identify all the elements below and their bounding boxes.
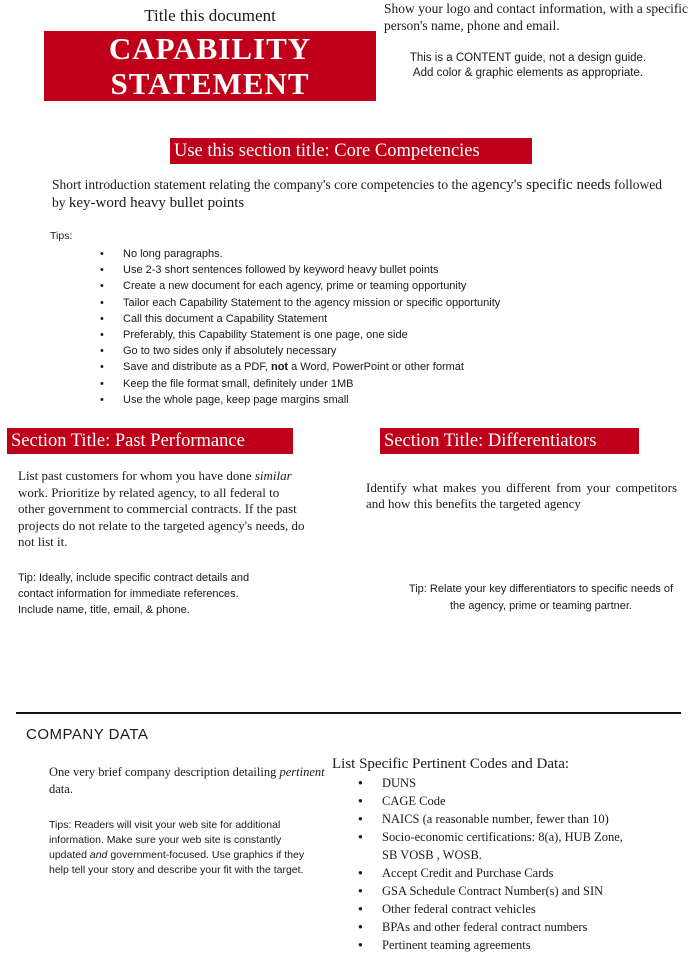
company-desc-pre: One very brief company description detailing <box>49 765 280 779</box>
past-body-pre: List past customers for whom you have done <box>18 468 255 483</box>
list-item: ● CAGE Code <box>358 792 623 810</box>
core-competencies-title: Use this section title: Core Competencies <box>170 138 532 164</box>
differentiators-tip: Tip: Relate your key differentiators to specific needs of the agency, prime or teaming partner. <box>408 583 674 612</box>
list-item: • Tailor each Capability Statement to the agency mission or specific opportunity <box>100 295 500 311</box>
past-performance-title: Section Title: Past Performance <box>7 428 293 454</box>
past-body-post: work. Prioritize by related agency, to all federal to other government to commercial contracts. If the past projects do not relate to the targeted agency's needs, do not list it. <box>18 484 305 549</box>
list-item: • Use 2-3 short sentences followed by keyword heavy bullet points <box>100 262 500 278</box>
past-performance-body <box>18 468 308 551</box>
save-tip-bold: not <box>270 361 289 374</box>
list-item: • Preferably, this Capability Statement is one page, one side <box>100 327 500 343</box>
differentiators-title: Section Title: Differentiators <box>380 428 639 454</box>
company-desc-post: data. <box>49 782 73 796</box>
intro-part-2: agency's specific needs <box>471 177 611 193</box>
content-note-line-2: Add color & graphic elements as appropriate. <box>412 67 644 79</box>
tips-label: Tips: <box>50 230 73 242</box>
past-performance-tip: Tip: Ideally, include specific contract details and contact information for immediate references. Include name, title, email, & phone. <box>18 572 250 616</box>
list-item: ● GSA Schedule Contract Number(s) and SIN <box>358 882 623 900</box>
list-item: • Keep the file format small, definitely under 1MB <box>100 376 500 392</box>
list-item: • Use the whole page, keep page margins small <box>100 392 500 408</box>
tips-list <box>100 246 500 408</box>
list-item: • Create a new document for each agency, prime or teaming opportunity <box>100 278 500 294</box>
section-divider <box>16 712 681 714</box>
banner-line-1: CAPABILITY <box>108 31 312 66</box>
socio-line-2: SB VOSB , WOSB. <box>382 848 482 862</box>
list-item <box>358 828 623 864</box>
content-note-line-1: This is a CONTENT guide, not a design guide. <box>409 52 647 64</box>
list-item: ● Pertinent teaming agreements <box>358 936 623 954</box>
intro-part-1: Short introduction statement relating the company's core competencies to the <box>52 177 472 192</box>
list-item: • Call this document a Capability Statement <box>100 311 500 327</box>
save-tip-pre: Save and distribute as a PDF, <box>123 361 271 374</box>
list-item: ● DUNS <box>358 774 623 792</box>
save-tip-post: a Word, PowerPoint or other format <box>288 361 464 374</box>
content-guide-note <box>388 51 668 81</box>
past-body-em: similar <box>254 468 292 483</box>
list-item: ● Accept Credit and Purchase Cards <box>358 864 623 882</box>
company-tips-em: and <box>89 849 108 861</box>
list-item: • No long paragraphs. <box>100 246 500 262</box>
company-desc-em: pertinent <box>279 765 325 779</box>
company-description <box>49 764 329 798</box>
list-item: • Go to two sides only if absolutely necessary <box>100 343 500 359</box>
logo-contact-note: Show your logo and contact information, with a specific person's name, phone and email. <box>384 1 689 33</box>
company-data-heading: COMPANY DATA <box>26 726 149 743</box>
socio-line-1: Socio-economic certifications: 8(a), HUB Zone, <box>382 830 623 844</box>
codes-heading: List Specific Pertinent Codes and Data: <box>332 756 570 772</box>
company-tips <box>49 818 319 878</box>
company-tips-post: government-focused. Use graphics if they help tell your story and describe your fit with the target. <box>49 849 305 876</box>
differentiators-body: Identify what makes you different from your competitors and how this benefits the targeted agency <box>366 480 677 511</box>
company-tips-pre: Tips: Readers will visit your web site for additional information. Make sure your web site is constantly updated <box>49 819 282 861</box>
banner-line-2: STATEMENT <box>110 66 310 101</box>
codes-list <box>358 774 623 954</box>
list-item: ● Other federal contract vehicles <box>358 900 623 918</box>
core-intro-statement <box>52 176 662 212</box>
list-item <box>100 359 500 375</box>
capability-statement-banner <box>44 31 376 101</box>
doc-title-prompt: Title this document <box>144 6 276 25</box>
intro-part-4: key-word heavy bullet points <box>68 195 245 211</box>
list-item: ● NAICS (a reasonable number, fewer than 10) <box>358 810 623 828</box>
list-item: ● BPAs and other federal contract numbers <box>358 918 623 936</box>
intro-part-3: followed by <box>52 177 662 210</box>
